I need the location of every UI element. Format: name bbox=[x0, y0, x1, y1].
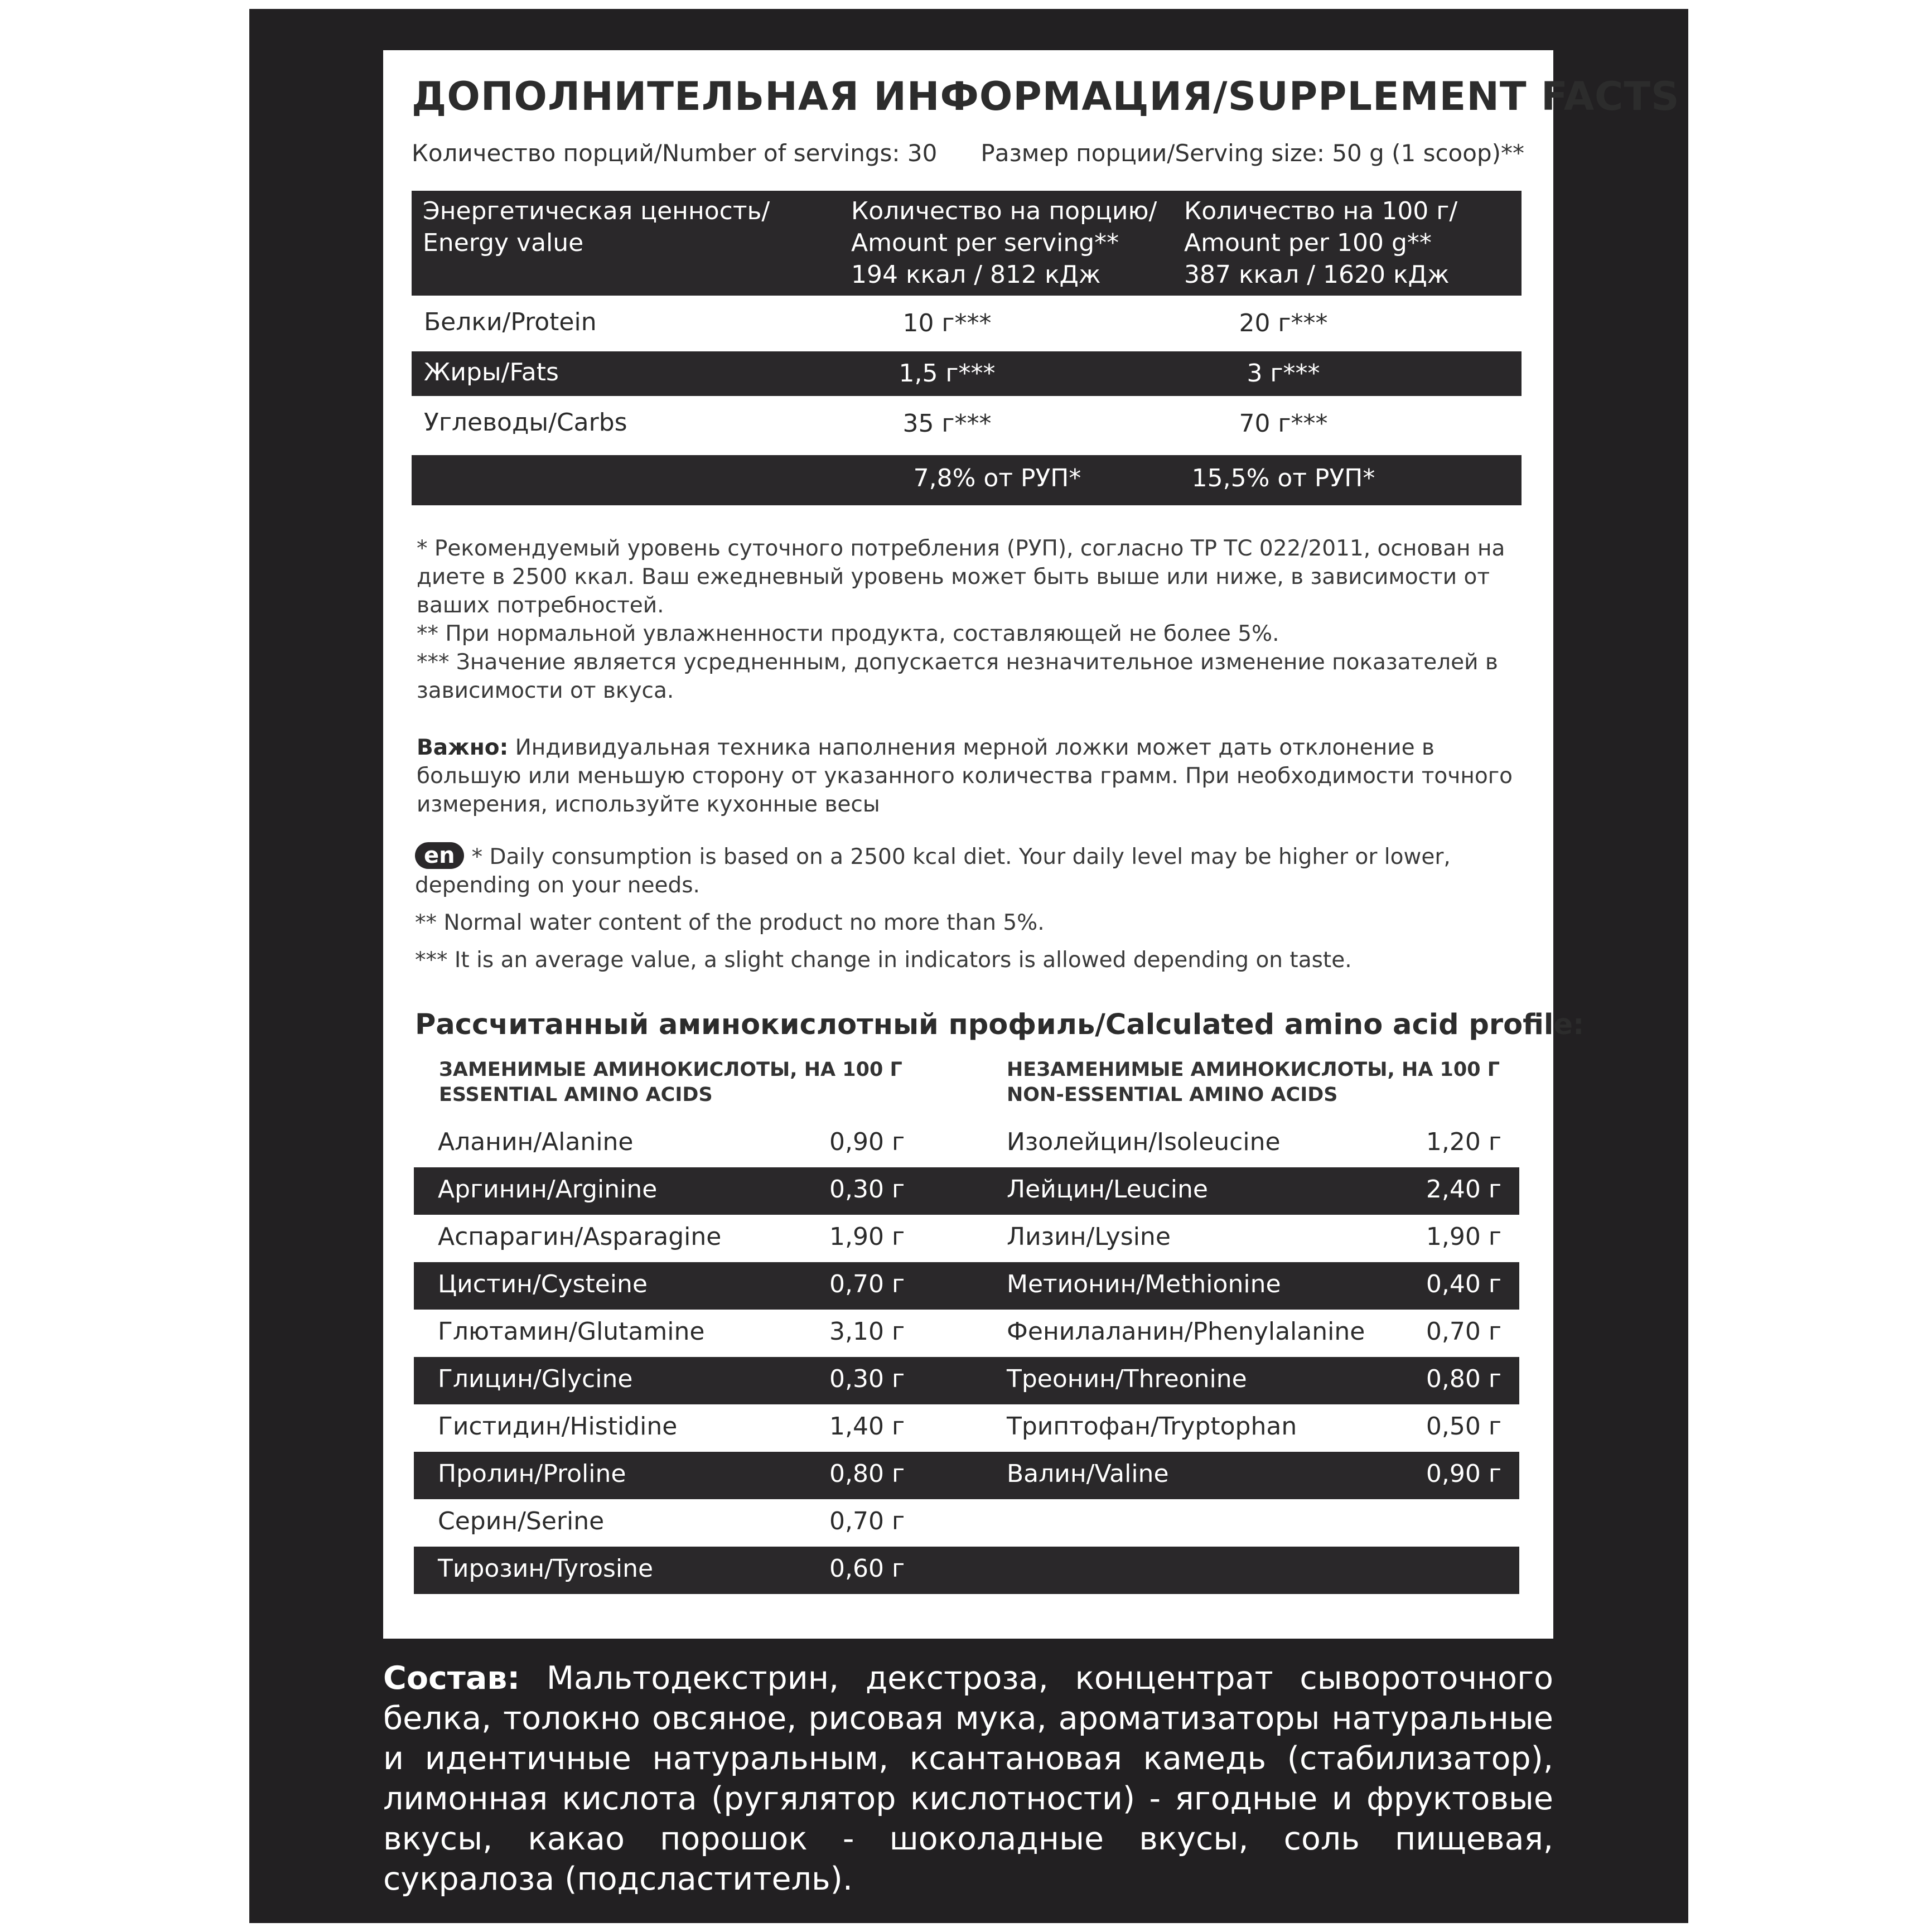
amino-value: 0,30 г bbox=[829, 1175, 905, 1204]
amino-value: 0,70 г bbox=[829, 1270, 905, 1298]
table-row bbox=[414, 1310, 1519, 1357]
essential-amino-header bbox=[439, 1057, 902, 1108]
important-text: Индивидуальная техника наполнения мерной ложки может дать отклонение в большую или меньшую сторону от указанного количества грамм. При необходимости точного измерения, используйте кухонные весы bbox=[417, 735, 1513, 817]
footnote: * Рекомендуемый уровень суточного потребления (РУП), согласно ТР ТС 022/2011, основан на диете в 2500 ккал. Ваш ежедневный уровень может быть выше или ниже, в зависимости от ваших потребностей. bbox=[417, 536, 1505, 618]
table-row bbox=[414, 1499, 1519, 1547]
nutrient-per-serving: 35 г*** bbox=[902, 409, 992, 438]
supplement-facts-panel bbox=[383, 50, 1680, 1639]
composition-ingredients: Мальтодекстрин, декстроза, концентрат сывороточного белка, толокно овсяное, рисовая мука, ароматизаторы натуральные и идентичные натуральным, ксантановая камедь (стабилизатор), лимонная кислота (ругялятор кислотности) - ягодные и фруктовые вкусы, какао порошок - шоколадные вкусы, соль пищевая, сукралоза (подсластитель). bbox=[383, 1660, 1553, 1897]
table-row bbox=[414, 1404, 1519, 1452]
table-row bbox=[414, 1262, 1519, 1310]
nutrient-name: Жиры/Fats bbox=[424, 358, 559, 387]
footnotes-ru bbox=[417, 534, 1521, 705]
amino-name: Аспарагин/Asparagine bbox=[438, 1223, 722, 1251]
header-text: NON-ESSENTIAL AMINO ACIDS bbox=[1007, 1084, 1338, 1106]
header-text: Количество на порцию/ bbox=[851, 197, 1157, 225]
amino-name: Аргинин/Arginine bbox=[438, 1175, 658, 1204]
amino-value: 1,40 г bbox=[829, 1412, 905, 1441]
amino-name: Валин/Valine bbox=[1007, 1460, 1169, 1488]
header-text: НЕЗАМЕНИМЫЕ АМИНОКИСЛОТЫ, НА 100 Г bbox=[1007, 1059, 1500, 1081]
energy-value-header bbox=[423, 195, 835, 259]
footnote: ** При нормальной увлажненности продукта, составляющей не более 5%. bbox=[417, 621, 1279, 646]
nutrition-table-header bbox=[412, 191, 1522, 296]
header-text: Энергетическая ценность/ bbox=[423, 197, 770, 225]
table-row bbox=[414, 1357, 1519, 1404]
serving-size: Размер порции/Serving size: 50 g (1 scoop)** bbox=[981, 139, 1524, 167]
per-serving-header bbox=[851, 195, 1169, 291]
amino-value: 0,30 г bbox=[829, 1365, 905, 1393]
composition-label: Состав: bbox=[383, 1660, 520, 1697]
amino-value: 0,70 г bbox=[829, 1507, 905, 1535]
header-text: Amount per 100 g** bbox=[1184, 229, 1432, 257]
amino-name: Треонин/Threonine bbox=[1007, 1365, 1247, 1393]
amino-name: Глицин/Glycine bbox=[438, 1365, 633, 1393]
nutrient-per-100g: 20 г*** bbox=[1239, 309, 1328, 337]
table-row bbox=[414, 1547, 1519, 1594]
amino-value: 0,90 г bbox=[1426, 1460, 1501, 1488]
amino-profile-title: Рассчитанный аминокислотный профиль/Calculated amino acid profile: bbox=[415, 1008, 1585, 1041]
number-of-servings: Количество порций/Number of servings: 30 bbox=[412, 139, 938, 167]
amino-name: Серин/Serine bbox=[438, 1507, 605, 1535]
amino-value: 1,90 г bbox=[1426, 1223, 1501, 1251]
table-row bbox=[414, 1452, 1519, 1499]
amino-name: Цистин/Cysteine bbox=[438, 1270, 648, 1298]
table-row bbox=[414, 1167, 1519, 1215]
amino-name: Глютамин/Glutamine bbox=[438, 1317, 705, 1346]
nutrient-per-serving: 10 г*** bbox=[902, 309, 992, 337]
table-row bbox=[414, 1120, 1519, 1167]
nutrient-per-100g: 3 г*** bbox=[1247, 359, 1320, 388]
amino-name: Изолейцин/Isoleucine bbox=[1007, 1128, 1281, 1156]
amino-value: 2,40 г bbox=[1426, 1175, 1501, 1204]
table-row bbox=[414, 1215, 1519, 1262]
footnote: *** It is an average value, a slight change in indicators is allowed depending on taste. bbox=[415, 948, 1352, 973]
amino-value: 0,70 г bbox=[1426, 1317, 1501, 1346]
amino-name: Фенилаланин/Phenylalanine bbox=[1007, 1317, 1365, 1346]
important-note bbox=[417, 733, 1521, 819]
amino-acid-table bbox=[414, 1120, 1519, 1594]
amino-name: Триптофан/Tryptophan bbox=[1007, 1412, 1297, 1441]
amino-value: 1,90 г bbox=[829, 1223, 905, 1251]
nutrient-name: Углеводы/Carbs bbox=[424, 408, 627, 437]
header-text: ESSENTIAL AMINO ACIDS bbox=[439, 1084, 713, 1106]
footnotes-en bbox=[415, 842, 1519, 974]
amino-name: Лейцин/Leucine bbox=[1007, 1175, 1208, 1204]
energy-per-serving: 194 ккал / 812 кДж bbox=[851, 260, 1101, 289]
amino-name: Гистидин/Histidine bbox=[438, 1412, 678, 1441]
amino-value: 0,80 г bbox=[1426, 1365, 1501, 1393]
nutrition-row-protein bbox=[412, 301, 1522, 346]
nutrient-name: Белки/Protein bbox=[424, 308, 597, 336]
energy-per-100g: 387 ккал / 1620 кДж bbox=[1184, 260, 1450, 289]
footnote: ** Normal water content of the product no more than 5%. bbox=[415, 910, 1045, 935]
amino-value: 0,40 г bbox=[1426, 1270, 1501, 1298]
amino-name: Тирозин/Tyrosine bbox=[438, 1554, 654, 1583]
amino-name: Лизин/Lysine bbox=[1007, 1223, 1171, 1251]
amino-name: Метионин/Methionine bbox=[1007, 1270, 1281, 1298]
non-essential-amino-header bbox=[1007, 1057, 1500, 1108]
important-label: Важно: bbox=[417, 735, 509, 760]
rup-per-100g: 15,5% от РУП* bbox=[1191, 464, 1375, 492]
header-text: Количество на 100 г/ bbox=[1184, 197, 1458, 225]
amino-value: 3,10 г bbox=[829, 1317, 905, 1346]
amino-value: 0,90 г bbox=[829, 1128, 905, 1156]
nutrient-per-100g: 70 г*** bbox=[1239, 409, 1328, 438]
amino-name: Пролин/Proline bbox=[438, 1460, 626, 1488]
page-title: ДОПОЛНИТЕЛЬНАЯ ИНФОРМАЦИЯ/SUPPLEMENT FACTS bbox=[412, 74, 1680, 119]
header-text: Amount per serving** bbox=[851, 229, 1119, 257]
nutrition-row-rup bbox=[412, 455, 1522, 505]
amino-name: Аланин/Alanine bbox=[438, 1128, 634, 1156]
per-100g-header bbox=[1184, 195, 1519, 291]
amino-value: 0,80 г bbox=[829, 1460, 905, 1488]
header-text: Energy value bbox=[423, 229, 584, 257]
header-text: ЗАМЕНИМЫЕ АМИНОКИСЛОТЫ, НА 100 Г bbox=[439, 1059, 902, 1081]
nutrition-row-carbs bbox=[412, 402, 1522, 446]
composition-text bbox=[383, 1658, 1553, 1899]
amino-value: 0,60 г bbox=[829, 1554, 905, 1583]
language-badge: en bbox=[415, 842, 464, 869]
footnote: *** Значение является усредненным, допускается незначительное изменение показателей в зависимости от вкуса. bbox=[417, 650, 1498, 703]
servings-line bbox=[412, 139, 1524, 173]
rup-per-serving: 7,8% от РУП* bbox=[913, 464, 1081, 492]
amino-value: 0,50 г bbox=[1426, 1412, 1501, 1441]
nutrition-row-fats bbox=[412, 351, 1522, 396]
amino-value: 1,20 г bbox=[1426, 1128, 1501, 1156]
nutrient-per-serving: 1,5 г*** bbox=[899, 359, 996, 388]
nutrition-table bbox=[412, 191, 1522, 505]
footnote: * Daily consumption is based on a 2500 kcal diet. Your daily level may be higher or lower, depending on your needs. bbox=[415, 844, 1451, 898]
